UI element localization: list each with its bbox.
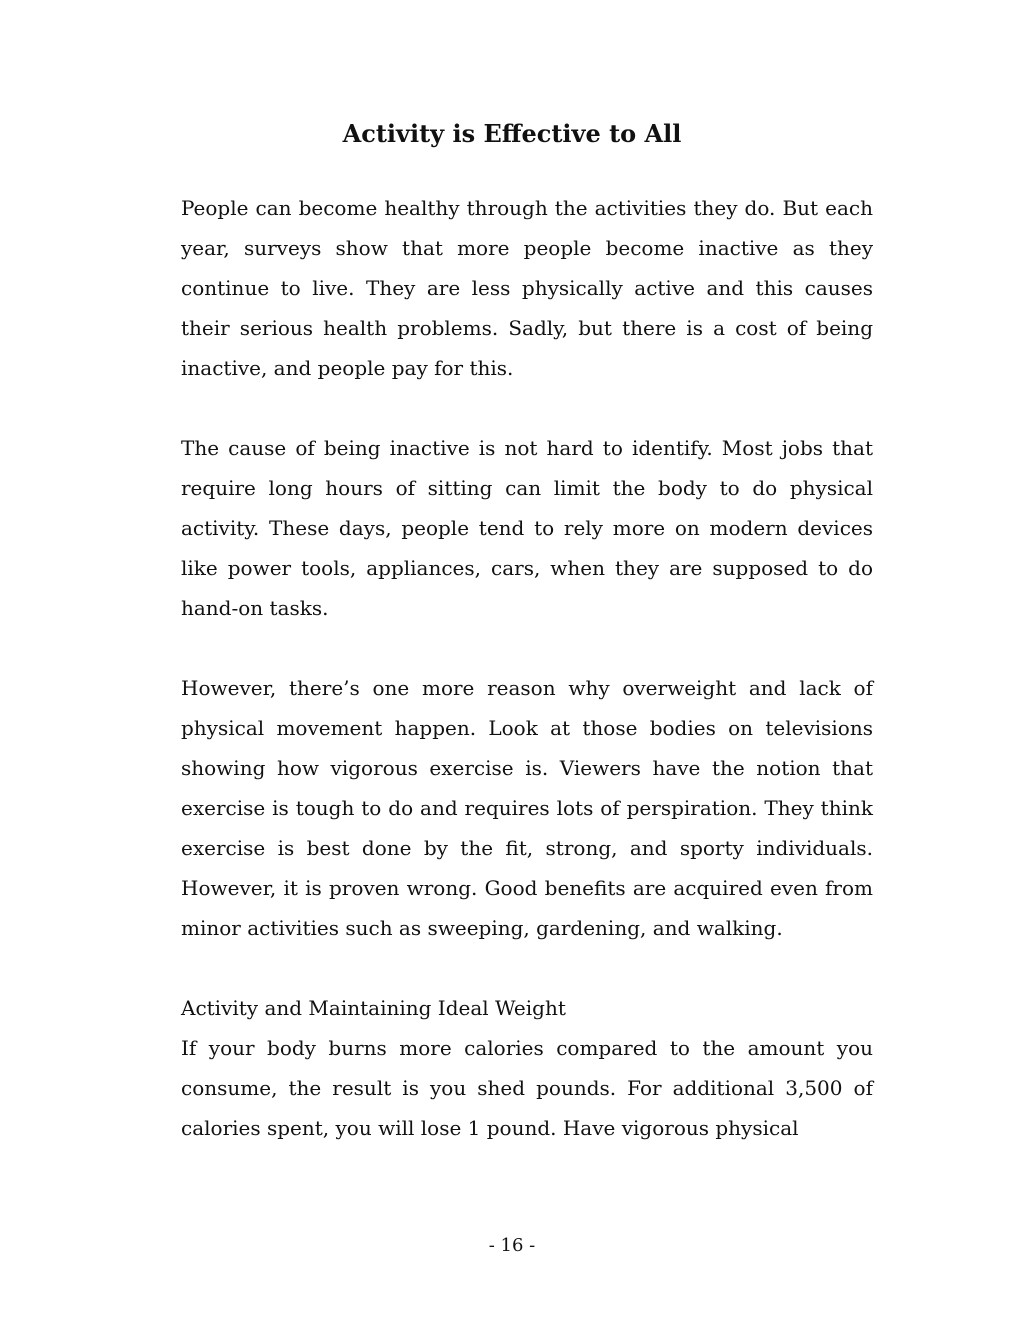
page-title: Activity is Effective to All: [342, 119, 682, 148]
paragraph-1: People can become healthy through the activities they do. But each year, surveys show that more people become inactive as they continue to live. They are less physically active and this causes their serious health problems. Sadly, but there is a cost of being inactive, and people pay for this.: [181, 196, 873, 380]
page-number: - 16 -: [488, 1235, 536, 1256]
body-text: [181, 188, 873, 1148]
paragraph-4: If your body burns more calories compared to the amount you consume, the result is you shed pounds. For additional 3,500 of calories spent, you will lose 1 pound. Have vigorous physical: [181, 1036, 873, 1140]
paragraph-2: The cause of being inactive is not hard to identify. Most jobs that require long hours of sitting can limit the body to do physical activity. These days, people tend to rely more on modern devices like power tools, appliances, cars, when they are supposed to do hand-on tasks.: [181, 436, 873, 620]
section-subheading: Activity and Maintaining Ideal Weight: [181, 996, 566, 1020]
paragraph-3: However, there’s one more reason why overweight and lack of physical movement happen. Look at those bodies on televisions showing how vigorous exercise is. Viewers have the notion that exercise is tough to do and requires lots of perspiration. They think exercise is best done by the fit, strong, and sporty individuals. However, it is proven wrong. Good benefits are acquired even from minor activities such as sweeping, gardening, and walking.: [181, 676, 873, 940]
